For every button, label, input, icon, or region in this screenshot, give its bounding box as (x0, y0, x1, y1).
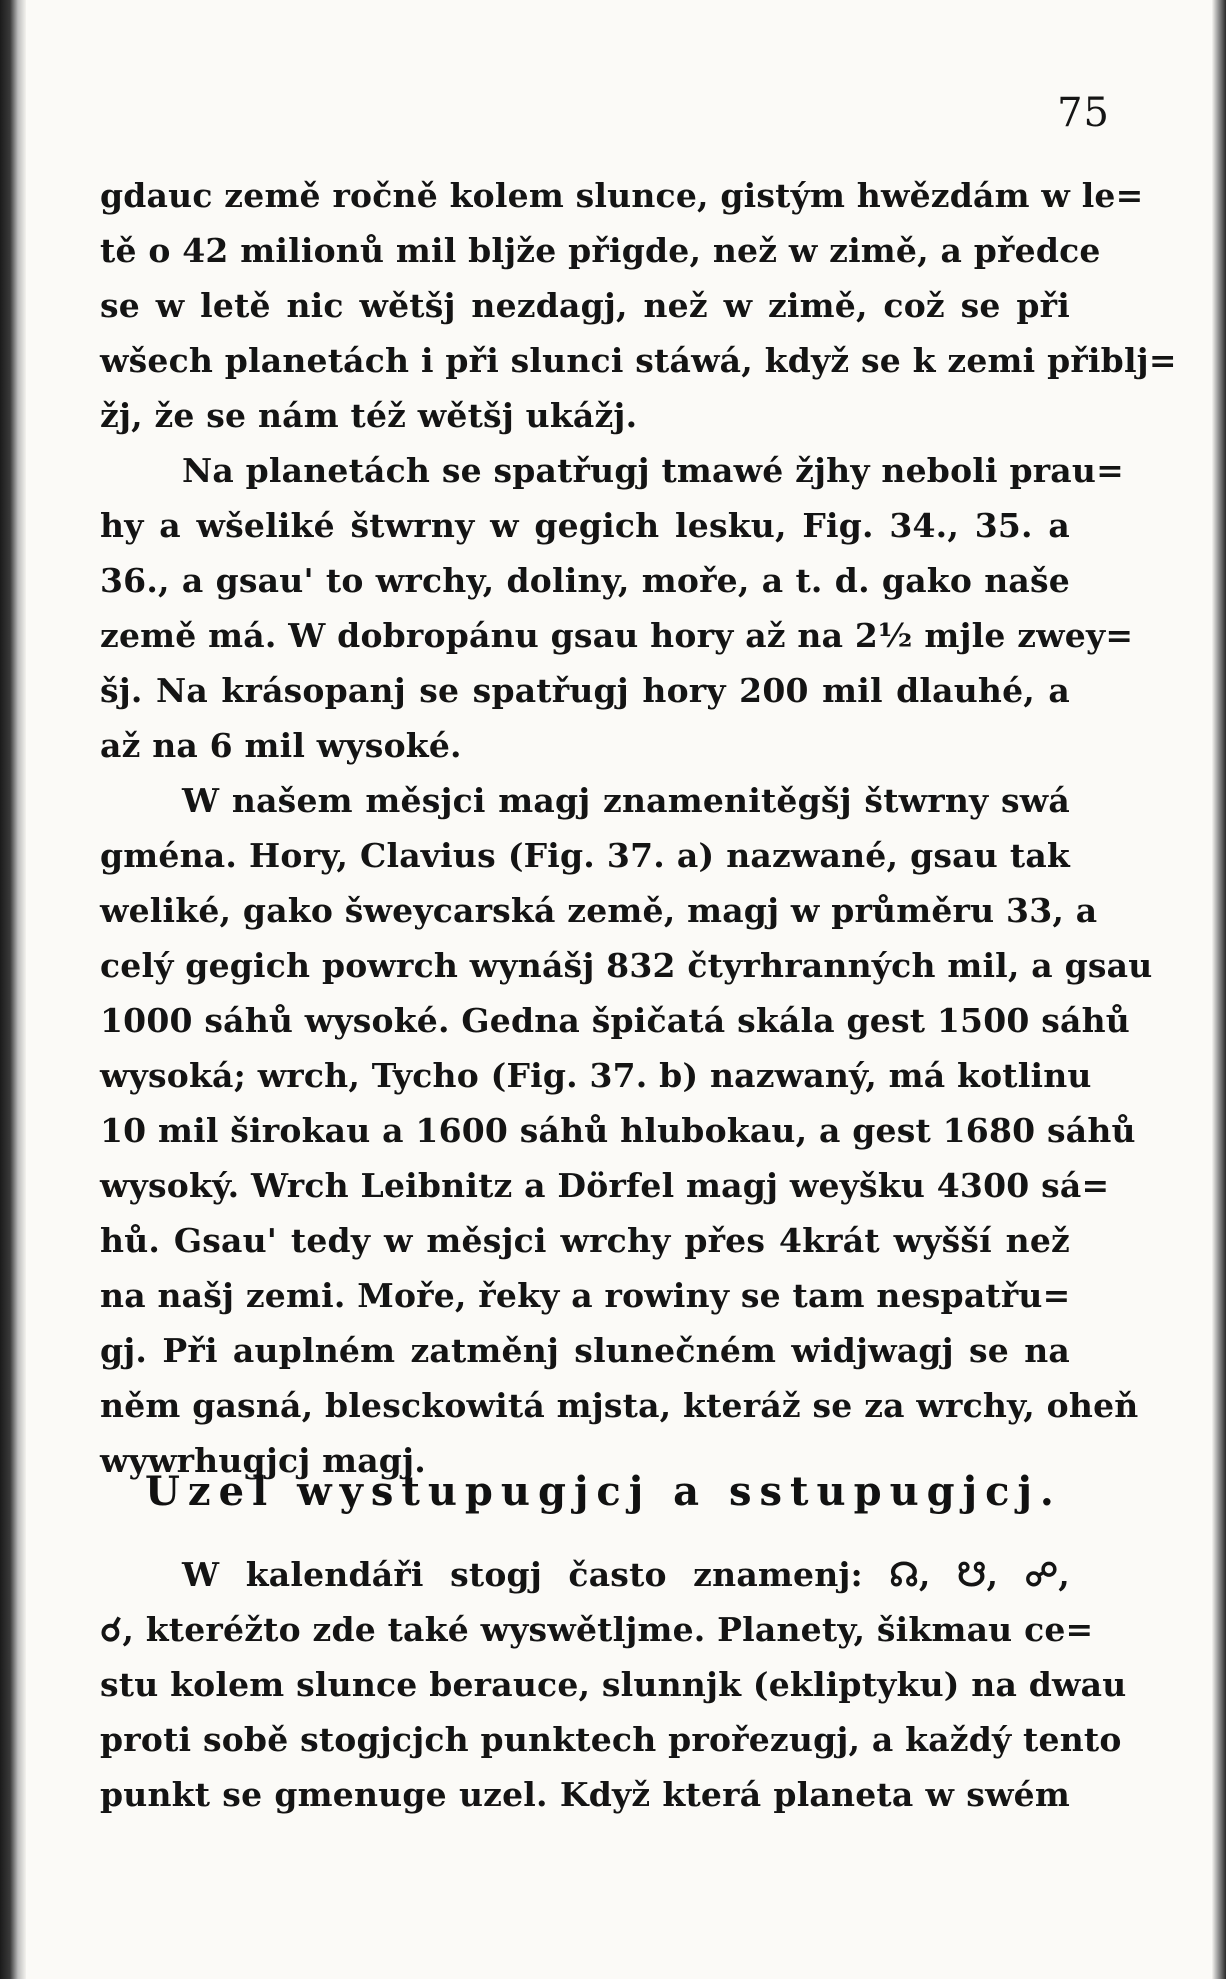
page-edge-shadow (1212, 0, 1226, 1979)
text-line: W kalendáři stogj často znamenj: ☊, ☋, ☍, (182, 1555, 1070, 1594)
section-text (100, 1547, 1127, 1822)
text-line: hů. Gsau' tedy w měsjci wrchy přes 4krát wyšší než (100, 1221, 1070, 1260)
text-line: wšech planetách i při slunci stáwá, když se k zemi přiblj= (100, 341, 1177, 380)
text-line: wysoká; wrch, Tycho (Fig. 37. b) nazwaný, má kotlinu (100, 1056, 1092, 1095)
text-line: něm gasná, blesckowitá mjsta, kteráž se za wrchy, oheň (100, 1386, 1139, 1425)
text-line: wysoký. Wrch Leibnitz a Dörfel magj weyšku 4300 sá= (100, 1166, 1110, 1205)
text-line: celý gegich powrch wynášj 832 čtyrhranných mil, a gsau (100, 946, 1153, 985)
text-line: ☌, kteréžto zde také wyswětljme. Planety, šikmau ce= (100, 1610, 1094, 1649)
text-line: gdauc země ročně kolem slunce, gistým hwězdám w le= (100, 176, 1144, 215)
text-line: punkt se gmenuge uzel. Když která planeta w swém (100, 1775, 1070, 1814)
text-line: 1000 sáhů wysoké. Gedna špičatá skála gest 1500 sáhů (100, 1001, 1130, 1040)
text-line: wywrhugjcj magj. (100, 1441, 426, 1480)
text-line: na našj zemi. Moře, řeky a rowiny se tam nespatřu= (100, 1276, 1071, 1315)
main-text (100, 168, 1177, 1488)
text-line: 10 mil širokau a 1600 sáhů hlubokau, a gest 1680 sáhů (100, 1111, 1136, 1150)
section-heading: Uzel wystupugjcj a sstupugjcj. (145, 1468, 1062, 1515)
text-line: weliké, gako šweycarská země, magj w průměru 33, a (100, 891, 1098, 930)
text-line: stu kolem slunce berauce, slunnjk (ekliptyku) na dwau (100, 1665, 1127, 1704)
text-line: až na 6 mil wysoké. (100, 726, 462, 765)
text-line: gména. Hory, Clavius (Fig. 37. a) nazwané, gsau tak (100, 836, 1070, 875)
text-line: Na planetách se spatřugj tmawé žjhy neboli prau= (182, 451, 1124, 490)
text-line: 36., a gsau' to wrchy, doliny, moře, a t. d. gako naše (100, 561, 1070, 600)
text-line: proti sobě stogjcjch punktech prořezugj, a každý tento (100, 1720, 1122, 1759)
text-line: tě o 42 milionů mil bljže přigde, než w zimě, a předce (100, 231, 1101, 270)
text-line: W našem měsjci magj znamenitěgšj štwrny swá (182, 781, 1070, 820)
text-line: šj. Na krásopanj se spatřugj hory 200 mil dlauhé, a (100, 671, 1070, 710)
text-line: se w letě nic wětšj nezdagj, než w zimě, což se při (100, 286, 1070, 325)
text-line: hy a wšeliké štwrny w gegich lesku, Fig. 34., 35. a (100, 506, 1070, 545)
text-line: žj, že se nám též wětšj ukážj. (100, 396, 638, 435)
page-number: 75 (1057, 90, 1110, 136)
text-line: země má. W dobropánu gsau hory až na 2½ mjle zwey= (100, 616, 1134, 655)
page-gutter-shadow (0, 0, 26, 1979)
text-line: gj. Při auplném zatměnj slunečném widjwagj se na (100, 1331, 1070, 1370)
